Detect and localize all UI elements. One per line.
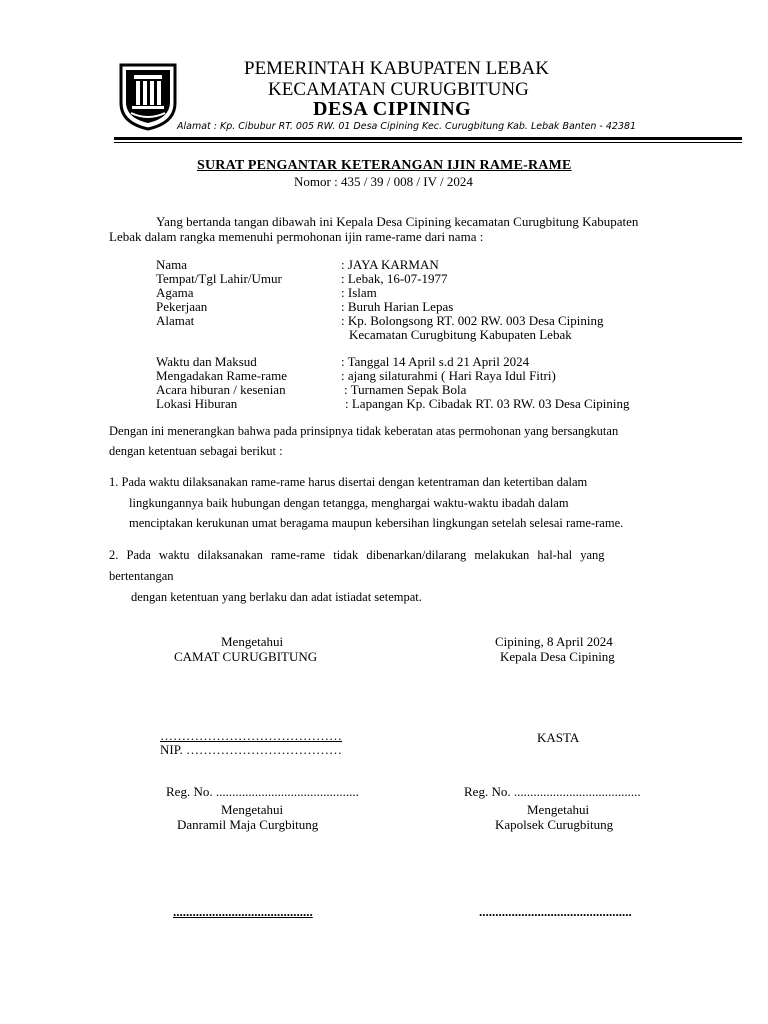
header-government: PEMERINTAH KABUPATEN LEBAK: [244, 58, 549, 79]
reg-no-left: Reg. No. ............................................: [166, 784, 359, 799]
identity-value: : Islam: [341, 285, 377, 300]
danramil-signature-line: ...........................................: [173, 904, 313, 919]
kapolsek-known: Mengetahui: [527, 802, 590, 817]
identity-label: Tempat/Tgl Lahir/Umur: [156, 271, 282, 286]
village-crest-icon: [117, 63, 179, 131]
header-divider-thick: [114, 137, 742, 140]
header-village: DESA CIPINING: [313, 98, 472, 120]
danramil-known: Mengetahui: [221, 802, 284, 817]
statement-line-1: Dengan ini menerangkan bahwa pada prinsipnya tidak keberatan atas permohonan yang bersangkutan: [109, 424, 619, 438]
condition-1-line-1: 1. Pada waktu dilaksanakan rame-rame harus disertai dengan ketentraman dan ketertiban dalam: [109, 475, 588, 489]
header-divider-thin: [114, 142, 742, 143]
kapolsek-signature-line: ...............................................: [479, 904, 632, 919]
event-label: Mengadakan Rame-rame: [156, 368, 288, 383]
village-head-name: KASTA: [537, 730, 580, 745]
event-value: : Turnamen Sepak Bola: [344, 382, 467, 397]
condition-2-line-3: dengan ketentuan yang berlaku dan adat istiadat setempat.: [131, 590, 422, 604]
event-label: Acara hiburan / kesenian: [156, 382, 286, 397]
identity-value: : Kp. Bolongsong RT. 002 RW. 003 Desa Cipining: [341, 313, 604, 328]
event-value: : Tanggal 14 April s.d 21 April 2024: [341, 354, 530, 369]
camat-nip: NIP. ………………………………: [160, 742, 343, 757]
identity-address-continued: Kecamatan Curugbitung Kabupaten Lebak: [349, 327, 572, 342]
header-address: Alamat : Kp. Cibubur RT. 005 RW. 01 Desa Cipining Kec. Curugbitung Kab. Lebak Banten - 42381: [177, 121, 637, 132]
event-label: Waktu dan Maksud: [156, 354, 257, 369]
identity-label: Pekerjaan: [156, 299, 208, 314]
danramil-title: Danramil Maja Curgbitung: [177, 817, 319, 832]
kapolsek-title: Kapolsek Curugbitung: [495, 817, 614, 832]
condition-2-text: 2. Pada waktu dilaksanakan rame-rame tidak dibenarkan/dilarang melakukan hal-hal yang: [109, 548, 605, 562]
identity-value: : Buruh Harian Lepas: [341, 299, 454, 314]
event-value: : Lapangan Kp. Cibadak RT. 03 RW. 03 Desa Cipining: [345, 396, 630, 411]
condition-2-line-2: bertentangan: [109, 569, 174, 583]
event-value: : ajang silaturahmi ( Hari Raya Idul Fitri): [341, 368, 556, 383]
signing-place-date: Cipining, 8 April 2024: [495, 634, 613, 649]
condition-1-line-3: menciptakan kerukunan umat beragama maupun kebersihan lingkungan setelah selesai rame-rame.: [129, 516, 624, 530]
identity-label: Alamat: [156, 313, 195, 328]
condition-1-line-2: lingkungannya baik hubungan dengan tetangga, menghargai waktu-waktu ibadah dalam: [129, 496, 569, 510]
intro-line-1: Yang bertanda tangan dibawah ini Kepala Desa Cipining kecamatan Curugbitung Kabupaten: [156, 214, 639, 229]
camat-signature-line: ……………………………………: [160, 728, 342, 743]
village-head-title: Kepala Desa Cipining: [500, 649, 615, 664]
reg-no-right: Reg. No. .......................................: [464, 784, 641, 799]
header-district: KECAMATAN CURUGBITUNG: [268, 79, 529, 100]
statement-line-2: dengan ketentuan sebagai berikut :: [109, 444, 283, 458]
event-label: Lokasi Hiburan: [156, 396, 238, 411]
letter-number: Nomor : 435 / 39 / 008 / IV / 2024: [294, 174, 473, 189]
intro-line-2: Lebak dalam rangka memenuhi permohonan ijin rame-rame dari nama :: [109, 229, 484, 244]
condition-2-line-1: [109, 548, 696, 563]
camat-known: Mengetahui: [221, 634, 284, 649]
identity-value: : Lebak, 16-07-1977: [341, 271, 448, 286]
identity-label: Agama: [156, 285, 194, 300]
identity-value: : JAYA KARMAN: [341, 257, 439, 272]
identity-label: Nama: [156, 257, 188, 272]
letter-title: SURAT PENGANTAR KETERANGAN IJIN RAME-RAME: [197, 158, 572, 173]
camat-title: CAMAT CURUGBITUNG: [174, 649, 318, 664]
